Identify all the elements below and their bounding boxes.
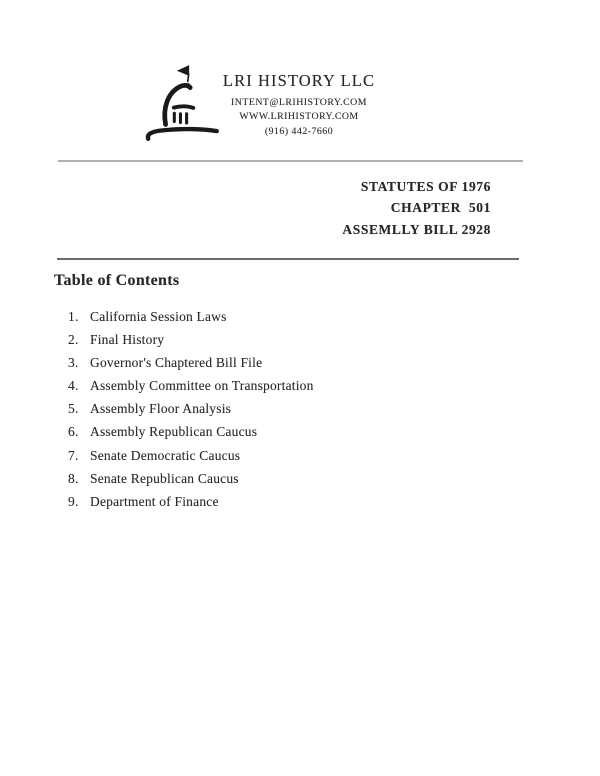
toc-item-number: 8. [68,470,79,486]
toc-item-label: Governor's Chaptered Bill File [90,355,263,371]
toc-list [68,305,314,513]
chapter-line: CHAPTER 501 [390,200,491,216]
toc-item-label: Assembly Floor Analysis [90,401,232,417]
company-website: WWW.LRIHISTORY.COM [239,111,359,123]
toc-item-label: Final History [90,332,165,348]
toc-item-number: 3. [68,355,79,371]
toc-item-label: Department of Finance [90,493,219,509]
toc-item-label: Assembly Republican Caucus [90,424,258,440]
toc-item-number: 4. [68,378,79,394]
divider-top [58,160,523,162]
toc-item [68,374,314,397]
toc-item-label: Senate Republican Caucus [90,470,239,486]
toc-item-number: 7. [68,447,79,463]
toc-item-number: 1. [68,309,79,324]
toc-item [68,467,314,490]
bill-reference-block [342,176,491,240]
letterhead [210,71,388,139]
toc-item [68,351,314,374]
toc-item [68,490,314,513]
toc-item [68,444,314,467]
toc-title: Table of Contents [54,272,180,289]
logo-flag [177,65,189,76]
toc-item [68,328,314,351]
toc-item-number: 9. [68,493,79,509]
divider-bottom [57,258,519,260]
company-email: INTENT@LRIHISTORY.COM [231,97,367,108]
toc-item-label: Assembly Committee on Transportation [90,378,314,394]
toc-item-label: California Session Laws [90,309,227,324]
company-phone: (916) 442-7660 [264,125,334,137]
toc-item [68,305,314,328]
company-name: LRI HISTORY LLC [222,71,376,90]
contact-block [210,96,388,139]
assembly-bill-line: ASSEMLLY BILL 2928 [342,221,491,237]
toc-item-number: 2. [68,332,79,348]
toc-item-number: 6. [68,424,79,440]
toc-item-number: 5. [68,401,79,417]
statutes-year-line: STATUTES OF 1976 [360,179,491,194]
toc-item-label: Senate Democratic Caucus [90,447,241,463]
toc-item [68,420,314,443]
toc-item [68,397,314,420]
